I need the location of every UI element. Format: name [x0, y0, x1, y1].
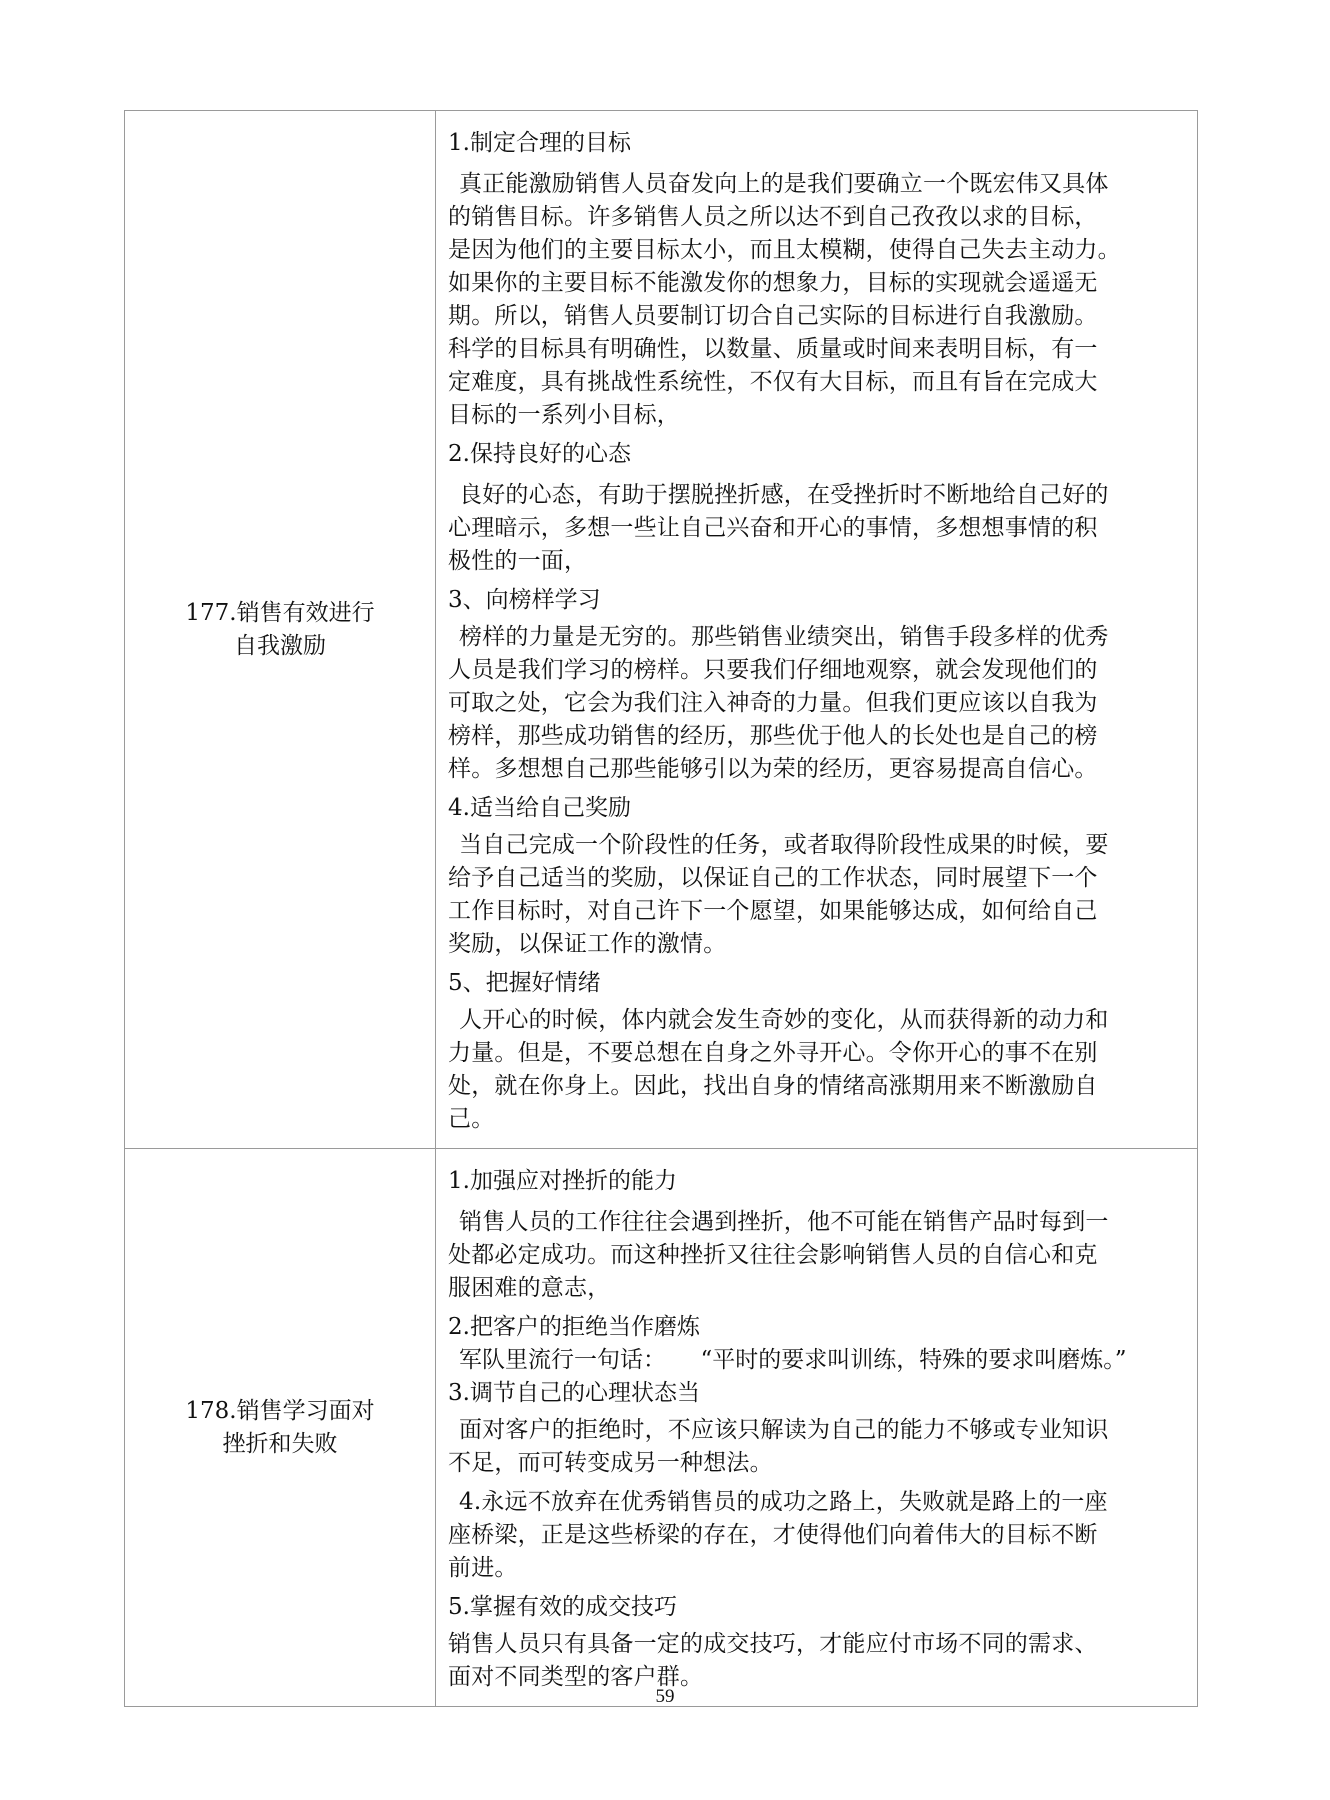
content-table	[124, 110, 1198, 1707]
paragraph-line: 良好的心态，有助于摆脱挫折感，在受挫折时不断地给自己好的	[459, 482, 1109, 508]
paragraph-line: 期。所以，销售人员要制订切合自己实际的目标进行自我激励。	[448, 303, 1098, 329]
paragraph-line: 面对不同类型的客户群。	[448, 1664, 704, 1690]
section-paragraph	[448, 621, 1187, 786]
paragraph-line: 销售人员的工作往往会遇到挫折，他不可能在销售产品时每到一	[459, 1209, 1109, 1235]
paragraph-line: 是因为他们的主要目标太小，而且太模糊，使得自己失去主动力。	[448, 237, 1121, 263]
row-title-line: 挫折和失败	[222, 1430, 338, 1457]
paragraph-line: 服困难的意志，	[448, 1275, 611, 1301]
paragraph-line: 榜样，那些成功销售的经历，那些优于他人的长处也是自己的榜	[448, 723, 1098, 749]
paragraph-line: 极性的一面，	[448, 548, 588, 574]
section-paragraph	[448, 1004, 1187, 1136]
paragraph-line: 给予自己适当的奖励，以保证自己的工作状态，同时展望下一个	[448, 865, 1098, 891]
row-title-line: 自我激励	[234, 632, 326, 659]
section-heading: 5、把握好情绪	[448, 970, 601, 996]
paragraph-line: 心理暗示，多想一些让自己兴奋和开心的事情，多想想事情的积	[448, 515, 1098, 541]
section-paragraph	[448, 829, 1187, 961]
section-paragraph	[448, 1486, 1187, 1585]
row-title	[125, 1395, 435, 1461]
section-heading: 2.保持良好的心态	[448, 441, 631, 467]
row-title	[125, 597, 435, 663]
paragraph-line: 可取之处，它会为我们注入神奇的力量。但我们更应该以自我为	[448, 690, 1098, 716]
section-heading: 4.适当给自己奖励	[448, 795, 631, 821]
paragraph-line: 工作目标时，对自己许下一个愿望，如果能够达成，如何给自己	[448, 898, 1098, 924]
paragraph-line: 奖励，以保证工作的激情。	[448, 931, 727, 957]
paragraph-line: 己。	[448, 1106, 495, 1132]
paragraph-line: 处，就在你身上。因此，找出自身的情绪高涨期用来不断激励自	[448, 1073, 1098, 1099]
paragraph-line: 力量。但是，不要总想在自身之外寻开心。令你开心的事不在别	[448, 1040, 1098, 1066]
paragraph-line: 科学的目标具有明确性，以数量、质量或时间来表明目标，有一	[448, 336, 1098, 362]
paragraph-line: 销售人员只有具备一定的成交技巧，才能应付市场不同的需求、	[448, 1631, 1098, 1657]
paragraph-line: 当自己完成一个阶段性的任务，或者取得阶段性成果的时候，要	[459, 832, 1109, 858]
row-title-line: 177.销售有效进行	[185, 599, 375, 626]
paragraph-line: 面对客户的拒绝时，不应该只解读为自己的能力不够或专业知识	[459, 1417, 1109, 1443]
paragraph-line: 座桥梁，正是这些桥梁的存在，才使得他们向着伟大的目标不断	[448, 1522, 1098, 1548]
paragraph-line: 如果你的主要目标不能激发你的想象力，目标的实现就会遥遥无	[448, 270, 1098, 296]
section-paragraph	[448, 1414, 1187, 1480]
paragraph-line: 前进。	[448, 1555, 518, 1581]
paragraph-line: 人开心的时候，体内就会发生奇妙的变化，从而获得新的动力和	[459, 1007, 1109, 1033]
paragraph-line: 真正能激励销售人员奋发向上的是我们要确立一个既宏伟又具体	[459, 171, 1109, 197]
paragraph-line: 定难度，具有挑战性系统性，不仅有大目标，而且有旨在完成大	[448, 369, 1098, 395]
paragraph-line: 目标的一系列小目标，	[448, 402, 680, 428]
section-paragraph	[448, 1628, 1187, 1694]
section-paragraph	[448, 479, 1187, 578]
row-content-cell	[436, 1149, 1198, 1707]
row-title-cell	[125, 1149, 436, 1707]
paragraph-line: 样。多想想自己那些能够引以为荣的经历，更容易提高自信心。	[448, 756, 1098, 782]
table-row	[125, 1149, 1198, 1707]
paragraph-line: 4.永远不放弃在优秀销售员的成功之路上，失败就是路上的一座	[459, 1489, 1108, 1515]
table-row	[125, 111, 1198, 1149]
paragraph-line: 处都必定成功。而这种挫折又往往会影响销售人员的自信心和克	[448, 1242, 1098, 1268]
section-heading: 3.调节自己的心理状态当	[448, 1380, 700, 1406]
row-title-line: 178.销售学习面对	[185, 1397, 375, 1424]
page-number: 59	[655, 1686, 675, 1707]
section-heading: 3、向榜样学习	[448, 587, 601, 613]
paragraph-line: 的销售目标。许多销售人员之所以达不到自己孜孜以求的目标，	[448, 204, 1098, 230]
quote-line: 军队里流行一句话： “平时的要求叫训练，特殊的要求叫磨炼。”	[459, 1347, 1127, 1373]
paragraph-line: 人员是我们学习的榜样。只要我们仔细地观察，就会发现他们的	[448, 657, 1098, 683]
paragraph-line: 不足，而可转变成另一种想法。	[448, 1450, 773, 1476]
section-heading: 2.把客户的拒绝当作磨炼	[448, 1314, 700, 1340]
section-paragraph	[448, 1206, 1187, 1305]
row-title-cell	[125, 111, 436, 1149]
row-content-cell	[436, 111, 1198, 1149]
paragraph-line: 榜样的力量是无穷的。那些销售业绩突出，销售手段多样的优秀	[459, 624, 1109, 650]
section-heading: 1.制定合理的目标	[448, 130, 631, 156]
section-heading: 1.加强应对挫折的能力	[448, 1168, 677, 1194]
section-paragraph	[448, 168, 1187, 432]
section-heading: 5.掌握有效的成交技巧	[448, 1594, 677, 1620]
